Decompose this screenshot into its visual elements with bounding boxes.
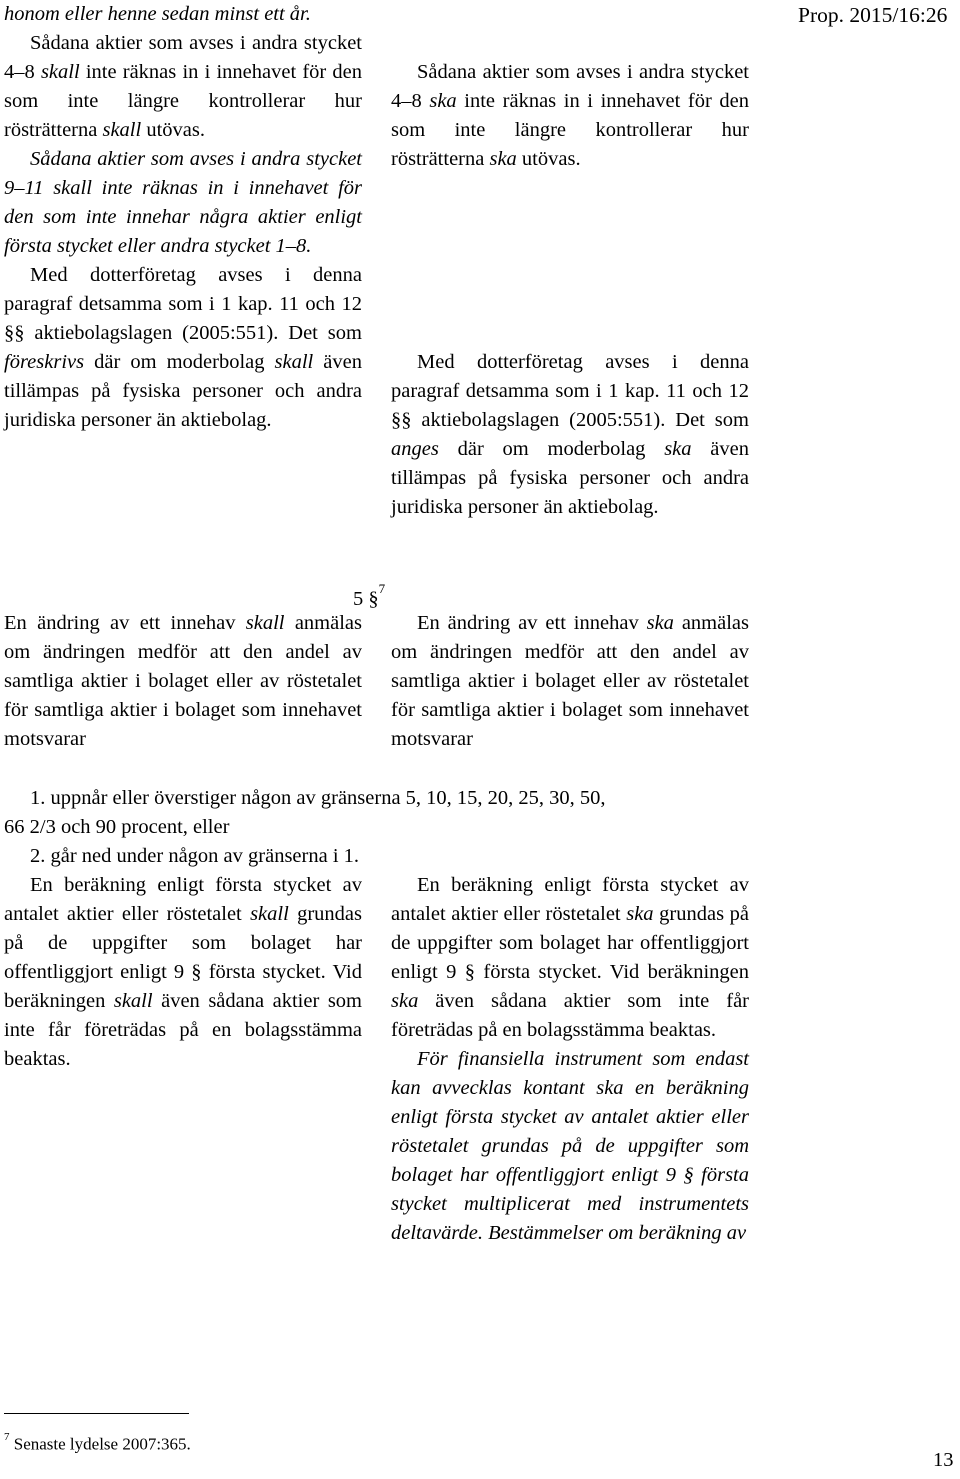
section-number: 5 bbox=[353, 587, 364, 610]
right-column-middle bbox=[391, 609, 749, 754]
left-column-bottom bbox=[4, 871, 362, 1074]
list-item-1-line-1: 1. uppnår eller överstiger någon av gränserna 5, 10, 15, 20, 25, 30, 50, bbox=[30, 787, 606, 809]
left-paragraph: En beräkning enligt första stycket av antalet aktier eller röstetalet skall grundas på de uppgifter som bolaget har offentliggjort enligt 9 § första stycket. Vid beräkningen skall även sådana aktier som inte får företrädas på en bolagsstämma beaktas. bbox=[4, 874, 363, 1070]
footnote bbox=[4, 1428, 191, 1457]
right-paragraph: Sådana aktier som avses i andra stycket 4–8 ska inte räknas in i innehavet för den som inte längre kontrollerar hur rösträtterna ska utövas. bbox=[391, 61, 749, 170]
left-paragraph: honom eller henne sedan minst ett år. bbox=[4, 3, 311, 25]
left-column-middle bbox=[4, 609, 362, 754]
left-paragraph: Sådana aktier som avses i andra stycket 4–8 skall inte räknas in i innehavet för den som inte längre kontrollerar hur rösträtterna skall utövas. bbox=[4, 32, 363, 141]
right-paragraph: För finansiella instrument som endast kan avvecklas kontant ska en beräkning enligt första stycket av antalet aktier eller röstetalet grundas på de uppgifter som bolaget har offentliggjort enligt 9 § första stycket multiplicerat med instrumentets deltavärde. Bestämmelser om beräkning av bbox=[391, 1048, 749, 1244]
page-number: 13 bbox=[933, 1449, 954, 1471]
footnote-text: Senaste lydelse 2007:365. bbox=[13, 1434, 191, 1454]
right-paragraph: Med dotterföretag avses i denna paragraf detsamma som i 1 kap. 11 och 12 §§ aktiebolagslagen (2005:551). Det som anges där om moderbolag ska även tillämpas på fysiska personer och andra juridiska personer än aktiebolag. bbox=[391, 351, 749, 518]
right-paragraph: En ändring av ett innehav ska anmälas om ändringen medför att den andel av samtliga aktier i bolaget eller av röstetalet för samtliga aktier i bolaget som innehavet motsvarar bbox=[391, 612, 749, 750]
footnote-divider bbox=[4, 1413, 189, 1414]
left-paragraph: Sådana aktier som avses i andra stycket 9–11 skall inte räknas in i innehavet för den som inte innehar några aktier enligt första stycket eller andra stycket 1–8. bbox=[4, 148, 362, 257]
list-item-1-line-2: 66 2/3 och 90 procent, eller bbox=[4, 816, 230, 838]
right-paragraph: En beräkning enligt första stycket av antalet aktier eller röstetalet ska grundas på de uppgifter som bolaget har offentliggjort enligt 9 § första stycket. Vid beräkningen ska även sådana aktier som inte får företrädas på en bolagsstämma beaktas. bbox=[391, 874, 749, 1041]
right-column-bottom bbox=[391, 871, 749, 1248]
section-sign: § bbox=[368, 587, 379, 610]
proposition-reference: Prop. 2015/16:26 bbox=[798, 3, 948, 27]
right-column-top-2 bbox=[391, 348, 749, 522]
left-paragraph: Med dotterföretag avses i denna paragraf detsamma som i 1 kap. 11 och 12 §§ aktiebolagslagen (2005:551). Det som föreskrivs där om moderbolag skall även tillämpas på fysiska personer och andra juridiska personer än aktiebolag. bbox=[4, 264, 362, 431]
left-column-top bbox=[4, 0, 362, 435]
list-item-2: 2. går ned under någon av gränserna i 1. bbox=[30, 845, 360, 867]
footnote-marker: 7 bbox=[4, 1431, 10, 1443]
right-column-top bbox=[391, 58, 749, 174]
footnote-reference: 7 bbox=[378, 581, 386, 596]
left-paragraph: En ändring av ett innehav skall anmälas om ändringen medför att den andel av samtliga aktier i bolaget eller av röstetalet för samtliga aktier i bolaget som innehavet motsvarar bbox=[4, 612, 362, 750]
